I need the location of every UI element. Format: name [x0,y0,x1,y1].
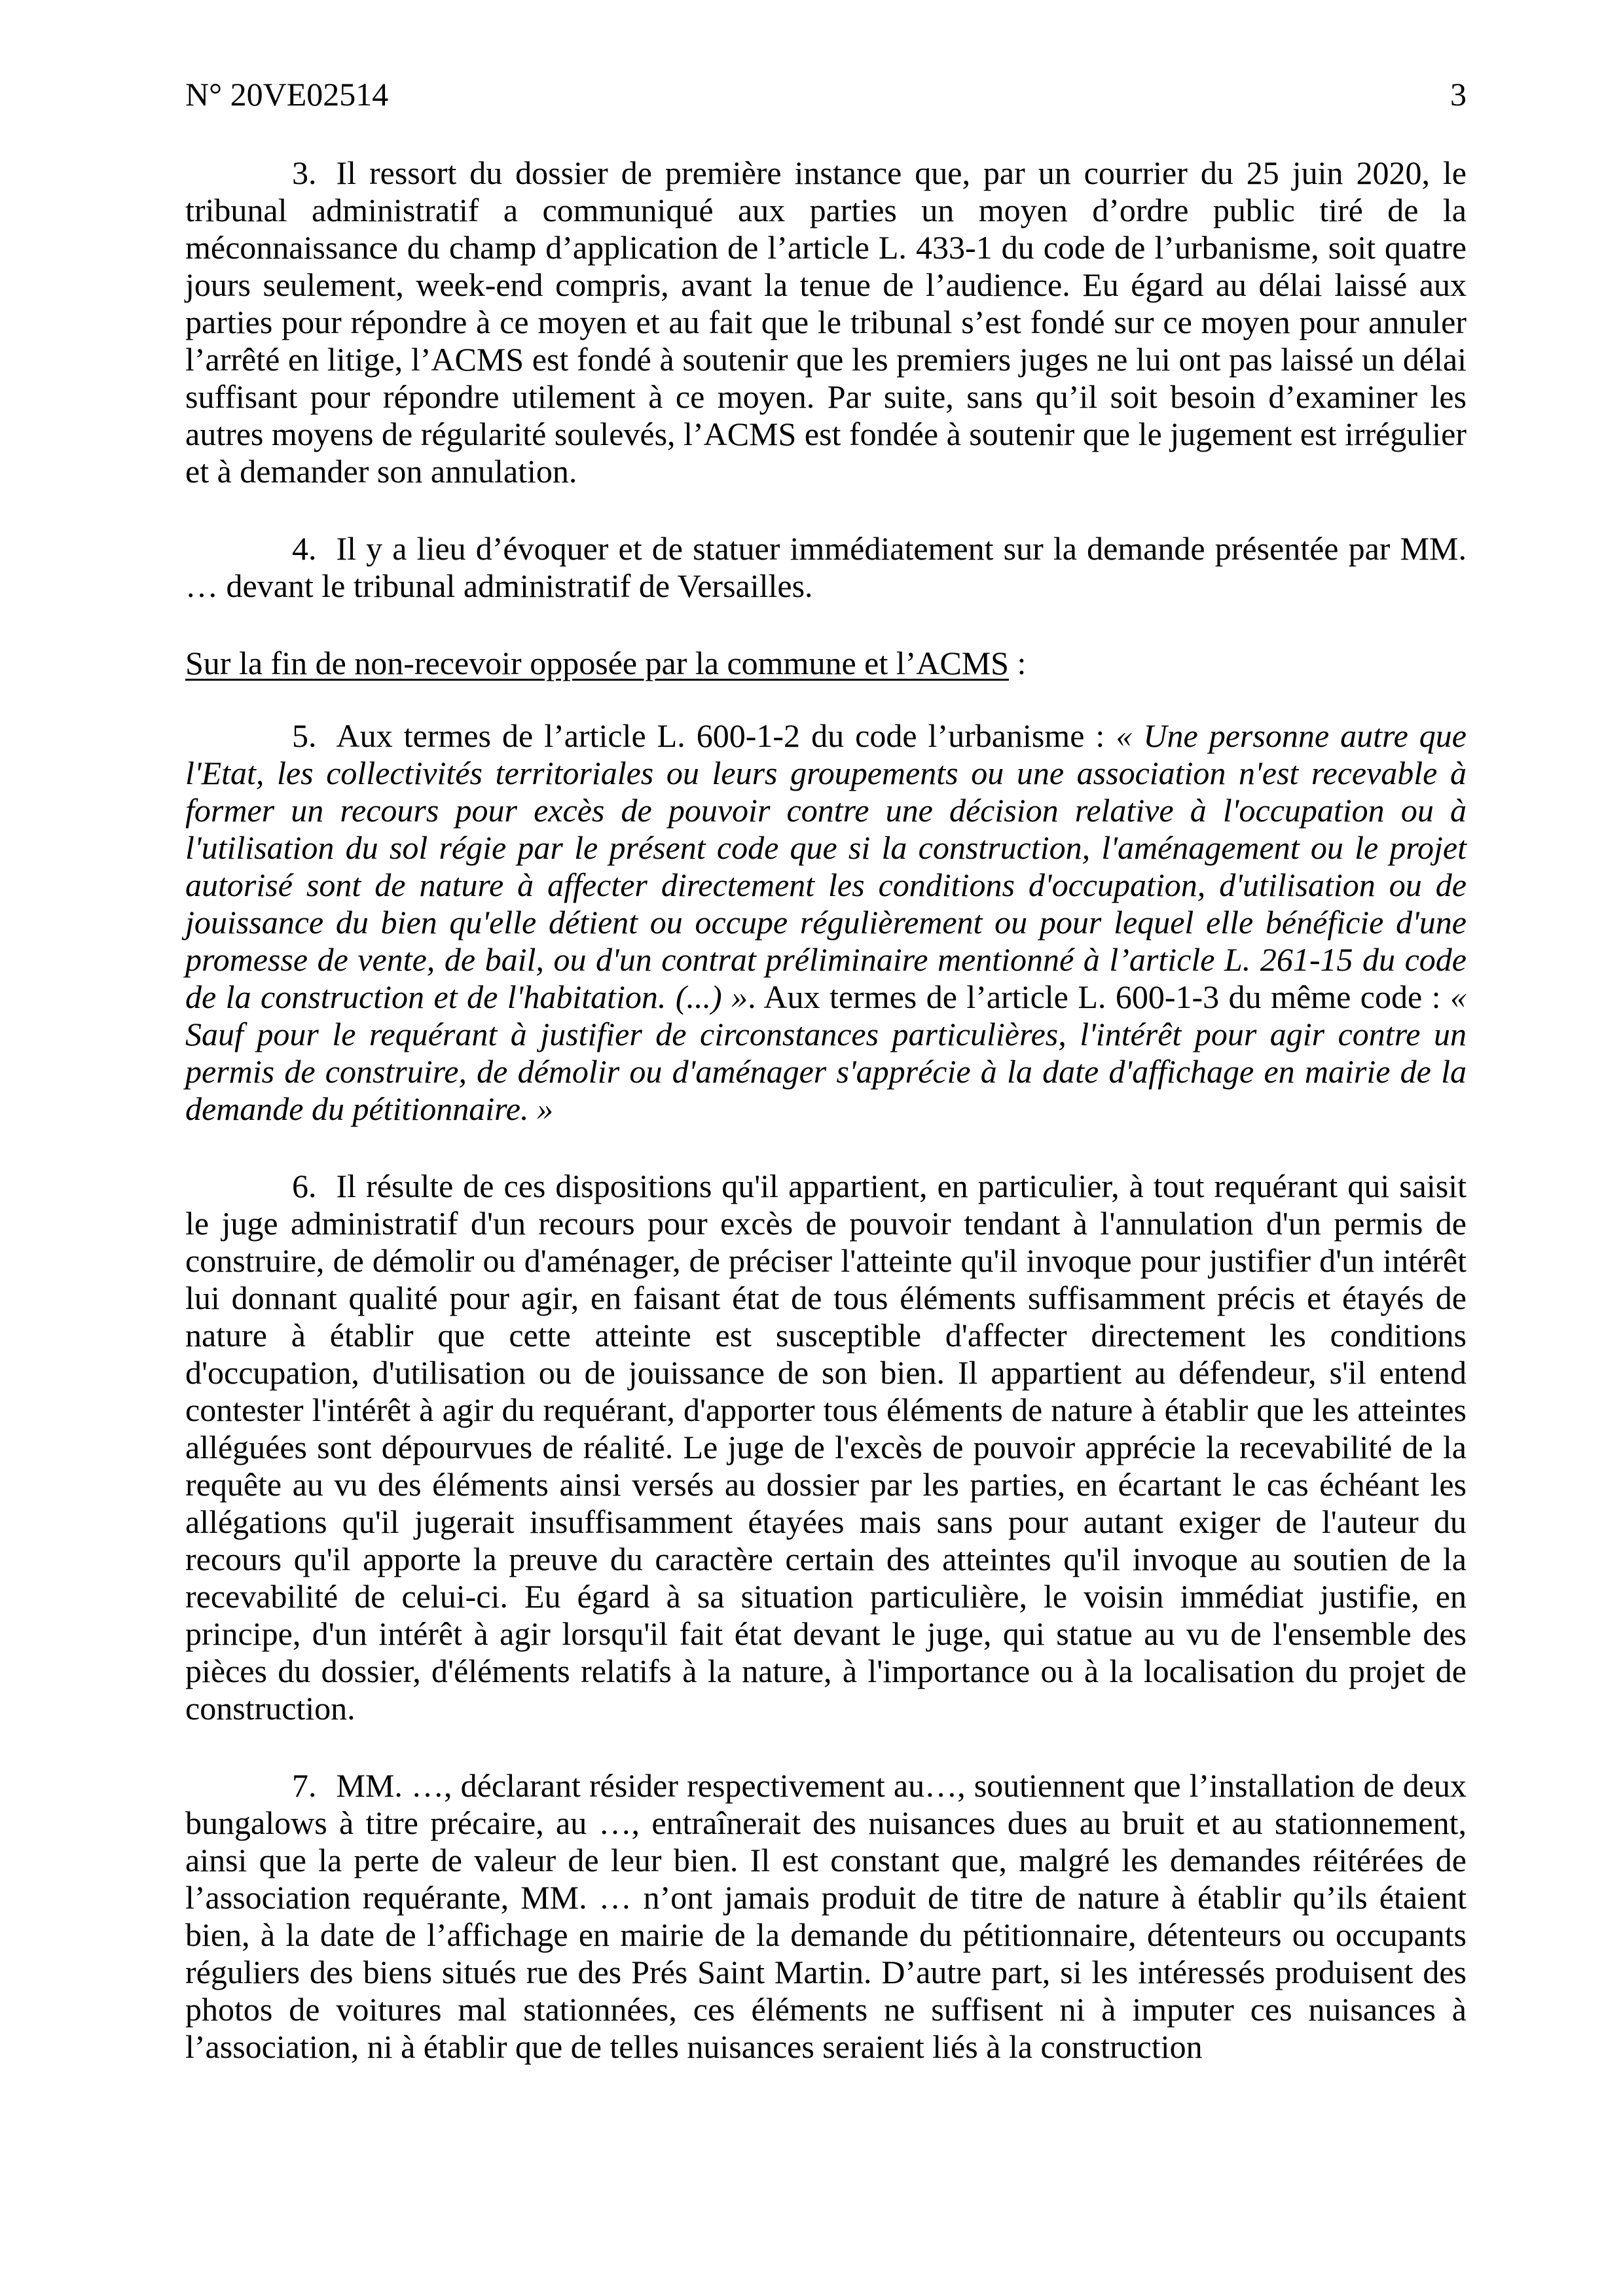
section-heading-text: Sur la fin de non-recevoir opposée par la commune et l’ACMS [185,645,1009,681]
paragraph-text: Aux termes de l’article L. 600-1-2 du code l’urbanisme : [336,717,1116,754]
paragraph-number: 6. [292,1168,317,1204]
paragraph-5 [185,717,1467,1128]
paragraph-4 [185,530,1467,605]
paragraph-text: Il ressort du dossier de première instance que, par un courrier du 25 juin 2020, le tribunal administratif a communiqué aux parties un moyen d’ordre public tiré de la méconnaissance du champ d’application de l’article L. 433-1 du code de l’urbanisme, soit quatre jours seulement, week-end compris, avant la tenue de l’audience. Eu égard au délai laissé aux parties pour répondre à ce moyen et au fait que le tribunal s’est fondé sur ce moyen pour annuler l’arrêté en litige, l’ACMS est fondé à soutenir que les premiers juges ne lui ont pas laissé un délai suffisant pour répondre utilement à ce moyen. Par suite, sans qu’il soit besoin d’examiner les autres moyens de régularité soulevés, l’ACMS est fondée à soutenir que le jugement est irrégulier et à demander son annulation. [185,154,1467,490]
paragraph-6 [185,1168,1467,1727]
paragraph-number: 5. [292,717,317,754]
section-heading [185,645,1467,682]
paragraph-number: 3. [292,154,317,191]
section-heading-colon: : [1008,645,1027,681]
quoted-legal-text: « Sauf pour le requérant à justifier de circonstances particulières, l'intérêt pour agir contre un permis de construire, de démolir ou d'aménager s'apprécie à la date d'affichage en mairie de la demande du pétitionnaire. » [185,978,1467,1127]
paragraph-3 [185,154,1467,490]
page-header [185,76,1467,113]
paragraph-text: Il y a lieu d’évoquer et de statuer immédiatement sur la demande présentée par MM. … devant le tribunal administratif de Versailles. [185,530,1467,604]
paragraph-text: MM. …, déclarant résider respectivement au…, soutiennent que l’installation de deux bungalows à titre précaire, au …, entraînerait des nuisances dues au bruit et au stationnement, ainsi que la perte de valeur de leur bien. Il est constant que, malgré les demandes réitérées de l’association requérante, MM. … n’ont jamais produit de titre de nature à établir qu’ils étaient bien, à la date de l’affichage en mairie de la demande du pétitionnaire, détenteurs ou occupants réguliers des biens situés rue des Prés Saint Martin. D’autre part, si les intéressés produisent des photos de voitures mal stationnées, ces éléments ne suffisent ni à imputer ces nuisances à l’association, ni à établir que de telles nuisances seraient liés à la construction [185,1767,1467,2065]
paragraph-7 [185,1767,1467,2066]
page-number: 3 [1450,76,1467,113]
quoted-legal-text: « Une personne autre que l'Etat, les collectivités territoriales ou leurs groupements ou une association n'est recevable à former un recours pour excès de pouvoir contre une décision relative à l'occupation ou à l'utilisation du sol régie par le présent code que si la construction, l'aménagement ou le projet autorisé sont de nature à affecter directement les conditions d'occupation, d'utilisation ou de jouissance du bien qu'elle détient ou occupe régulièrement ou pour lequel elle bénéficie d'une promesse de vente, de bail, ou d'un contrat préliminaire mentionné à l’article L. 261-15 du code de la construction et de l'habitation. (...) » [185,717,1467,1015]
paragraph-text: Il résulte de ces dispositions qu'il appartient, en particulier, à tout requérant qui saisit le juge administratif d'un recours pour excès de pouvoir tendant à l'annulation d'un permis de construire, de démolir ou d'aménager, de préciser l'atteinte qu'il invoque pour justifier d'un intérêt lui donnant qualité pour agir, en faisant état de tous éléments suffisamment précis et étayés de nature à établir que cette atteinte est susceptible d'affecter directement les conditions d'occupation, d'utilisation ou de jouissance de son bien. Il appartient au défendeur, s'il entend contester l'intérêt à agir du requérant, d'apporter tous éléments de nature à établir que les atteintes alléguées sont dépourvues de réalité. Le juge de l'excès de pouvoir apprécie la recevabilité de la requête au vu des éléments ainsi versés au dossier par les parties, en écartant le cas échéant les allégations qu'il jugerait insuffisamment étayées mais sans pour autant exiger de l'auteur du recours qu'il apporte la preuve du caractère certain des atteintes qu'il invoque au soutien de la recevabilité de celui-ci. Eu égard à sa situation particulière, le voisin immédiat justifie, en principe, d'un intérêt à agir lorsqu'il fait état devant le juge, qui statue au vu de l'ensemble des pièces du dossier, d'éléments relatifs à la nature, à l'importance ou à la localisation du projet de construction. [185,1168,1467,1727]
paragraph-number: 4. [292,530,317,567]
case-number: N° 20VE02514 [185,76,389,113]
paragraph-text: . Aux termes de l’article L. 600-1-3 du même code : [748,978,1450,1015]
paragraph-number: 7. [292,1767,317,1804]
document-body [185,154,1467,2066]
